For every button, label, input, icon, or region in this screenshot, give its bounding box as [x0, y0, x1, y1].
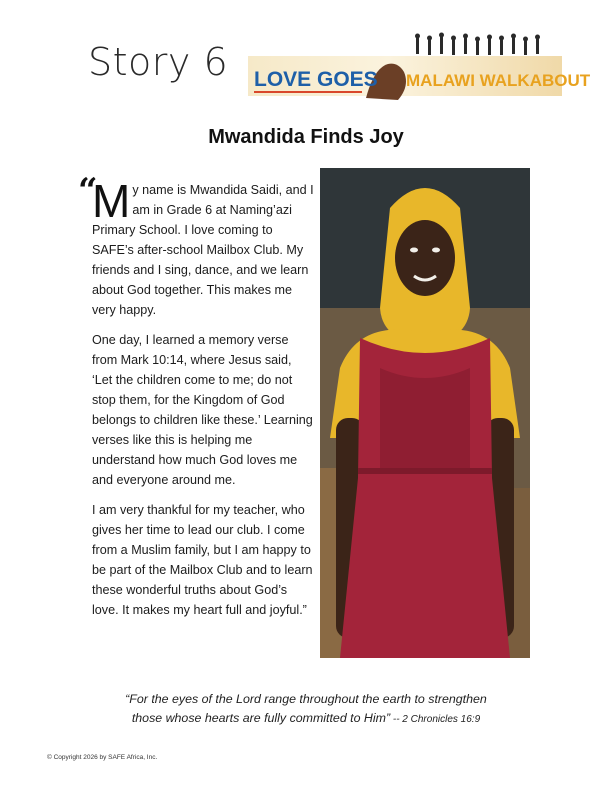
story-title: Mwandida Finds Joy: [208, 126, 404, 148]
verse-line-2-text: those whose hearts are fully committed to Him”: [131, 711, 391, 725]
student-photo: [320, 168, 530, 658]
copyright-notice: © Copyright 2026 by SAFE Africa, Inc.: [47, 754, 158, 761]
story-paragraph-3: I am very thankful for my teacher, who gives her time to lead our club. I come from a Muslim family, but I am happy to be part of the Mailbox Club and to learn these wonderful truths about God’s love. It makes my heart full and joyful.”: [92, 503, 313, 617]
drop-cap: M: [92, 175, 131, 227]
banner-right-text: MALAWI WALKABOUT: [406, 71, 591, 90]
closing-bible-verse: [40, 690, 572, 729]
story-paragraph-1: [78, 171, 314, 320]
open-quote-mark: “: [78, 171, 98, 211]
story-paragraph-2: One day, I learned a memory verse from Mark 10:14, where Jesus said, ‘Let the children come to me; do not stop them, for the Kingdom of God belongs to children like these.’ Learning verses like this is helping me understand how much God loves me and everyone around me.: [92, 333, 313, 487]
story-body: [78, 171, 314, 630]
paragraph-1-text: y name is Mwandida Saidi, and I am in Grade 6 at Naming’azi Primary School. I love coming to SAFE’s after-school Mailbox Club. My friends and I sing, dance, and we learn about God together. This makes me very happy.: [92, 183, 314, 317]
banner-left-text: LOVE GOES: [254, 68, 378, 91]
love-goes-banner-logo: [248, 28, 591, 110]
verse-line-1: “For the eyes of the Lord range throughout the earth to strengthen: [125, 692, 487, 706]
walkers-silhouette-icon: [415, 33, 540, 56]
verse-line-2: [40, 709, 572, 729]
story-label: Story 6: [88, 40, 229, 84]
verse-reference: -- 2 Chronicles 16:9: [390, 714, 481, 725]
